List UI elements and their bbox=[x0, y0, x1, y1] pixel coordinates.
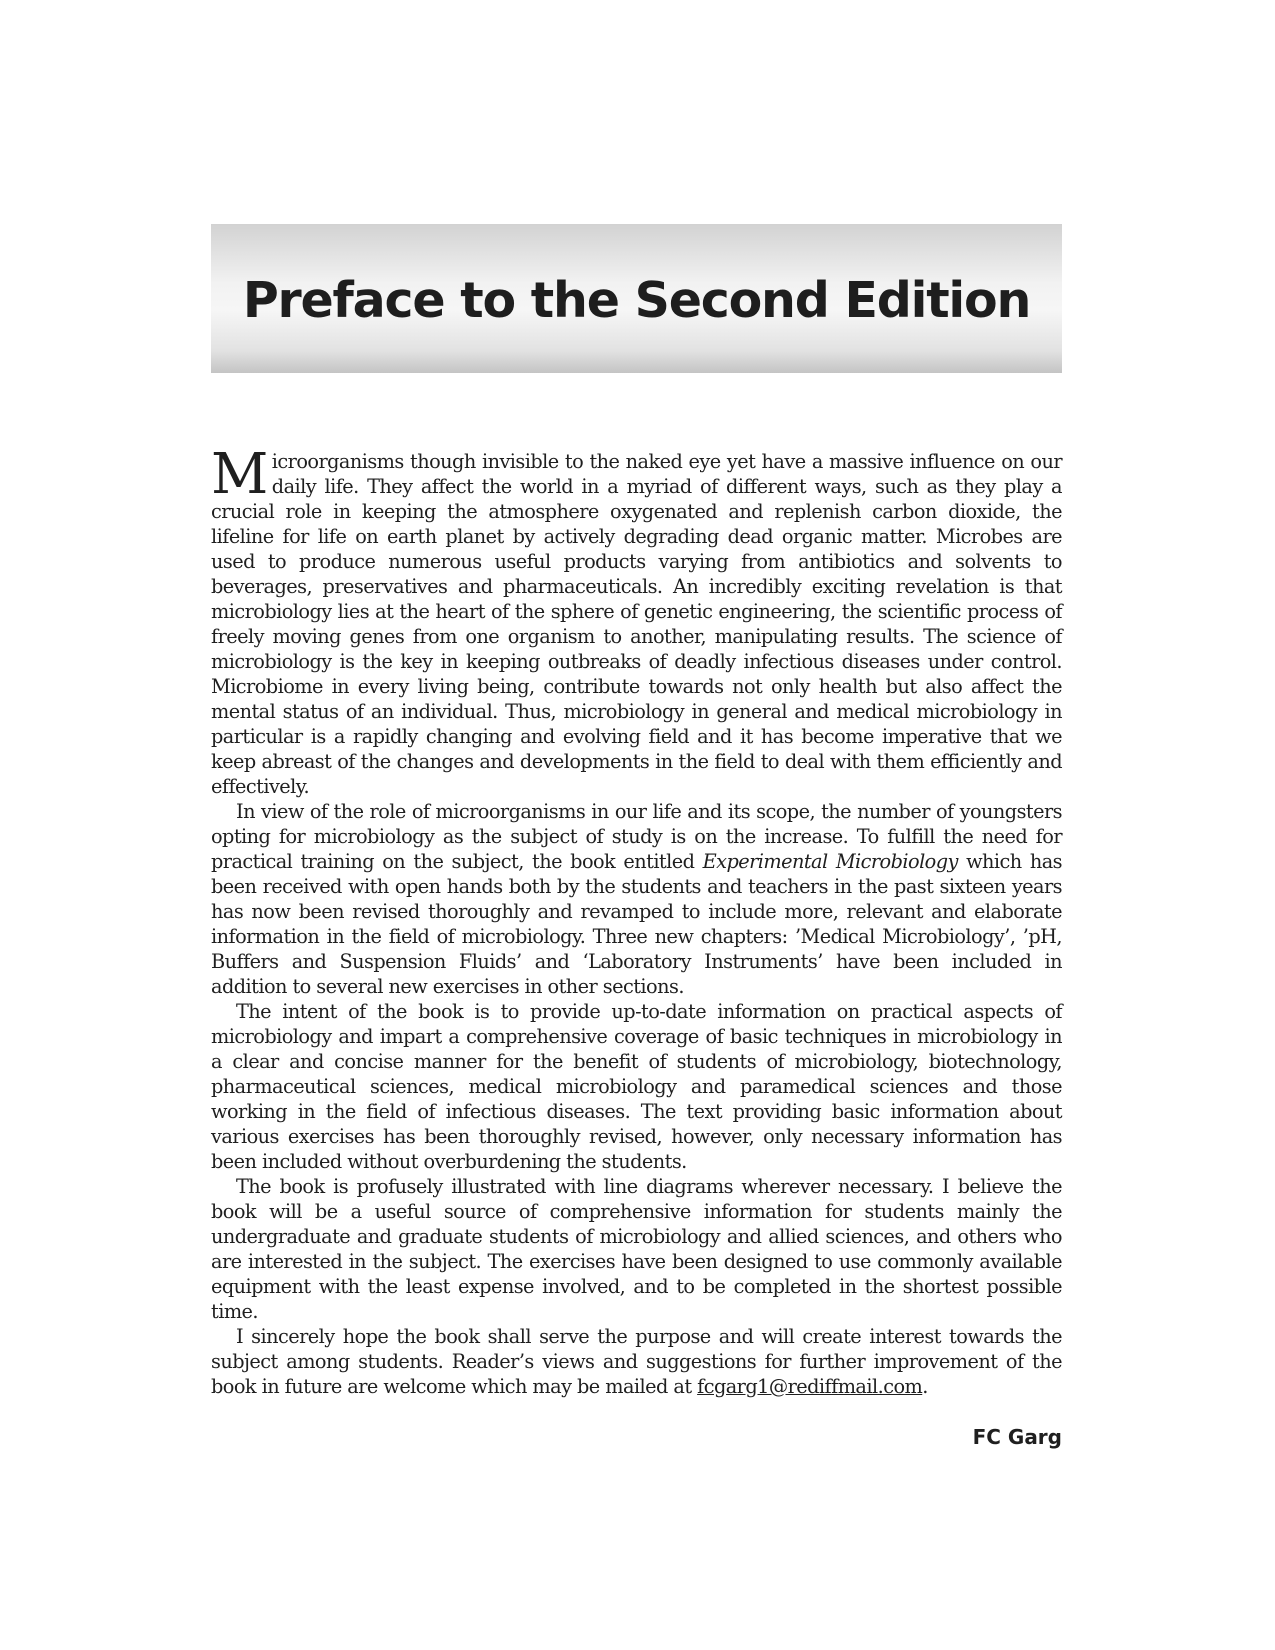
paragraph-3: The intent of the book is to provide up-to-date information on practical aspects of microbiology and impart a comprehensive coverage of basic techniques in microbiology in a clear and concise manner for the benefit of students of microbiology, biotechnology, pharmaceutical sciences, medical microbiology and paramedical sciences and those working in the field of infectious diseases. The text providing basic information about various exercises has been thoroughly revised, however, only necessary information has been included without overburdening the students. bbox=[211, 1000, 1062, 1173]
paragraph-2-text-b: which has been received with open hands both by the students and teachers in the past sixteen years has now been revised thoroughly and revamped to include more, relevant and elaborate information in the field of microbiology. Three new chapters: ’Medical Microbiology’, ’pH, Buffers and Suspension Fluids’ and ‘Laboratory Instruments’ have been included in addition to several new exercises in other sections. bbox=[211, 850, 1063, 998]
paragraph-1-text: icroorganisms though invisible to the naked eye yet have a massive influence on our daily life. They affect the world in a myriad of different ways, such as they play a crucial role in keeping the atmosphere oxygenated and replenish carbon dioxide, the lifeline for life on earth planet by actively degrading dead organic matter. Microbes are used to produce numerous useful products varying from antibiotics and solvents to beverages, preservatives and pharmaceuticals. An incredibly exciting revelation is that microbiology lies at the heart of the sphere of genetic engineering, the scientific process of freely moving genes from one organism to another, manipulating results. The science of microbiology is the key in keeping outbreaks of deadly infectious diseases under control. Microbiome in every living being, contribute towards not only health but also affect the mental status of an individual. Thus, microbiology in general and medical microbiology in particular is a rapidly changing and evolving field and it has become imperative that we keep abreast of the changes and developments in the field to deal with them efficiently and effectively. bbox=[211, 450, 1062, 798]
page-title: Preface to the Second Edition bbox=[242, 272, 1031, 329]
book-title-italic: Experimental Microbiology bbox=[702, 850, 958, 873]
drop-cap: M bbox=[211, 442, 268, 507]
paragraph-4: The book is profusely illustrated with line diagrams wherever necessary. I believe the book will be a useful source of comprehensive information for students mainly the undergraduate and graduate students of microbiology and allied sciences, and others who are interested in the subject. The exercises have been designed to use commonly available equipment with the least expense involved, and to be completed in the shortest possible time. bbox=[211, 1175, 1062, 1323]
preface-body bbox=[211, 442, 1063, 1399]
paragraph-5-text-a: I sincerely hope the book shall serve the purpose and will create interest towards the subject among students. Reader’s views and suggestions for further improvement of the book in future are welcome which may be mailed at bbox=[211, 1325, 1062, 1398]
email-link[interactable]: fcgarg1@rediffmail.com bbox=[697, 1375, 923, 1398]
title-banner bbox=[211, 224, 1062, 373]
paragraph-2-text-a: In view of the role of microorganisms in our life and its scope, the number of youngsters opting for microbiology as the subject of study is on the increase. To fulfill the need for practical training on the subject, the book entitled bbox=[211, 800, 1062, 873]
paragraph-5 bbox=[211, 1324, 1062, 1399]
author-signature: FC Garg bbox=[972, 1425, 1062, 1449]
paragraph-2 bbox=[211, 799, 1062, 999]
paragraph-5-text-b: . bbox=[922, 1375, 928, 1398]
paragraph-1 bbox=[211, 442, 1062, 799]
